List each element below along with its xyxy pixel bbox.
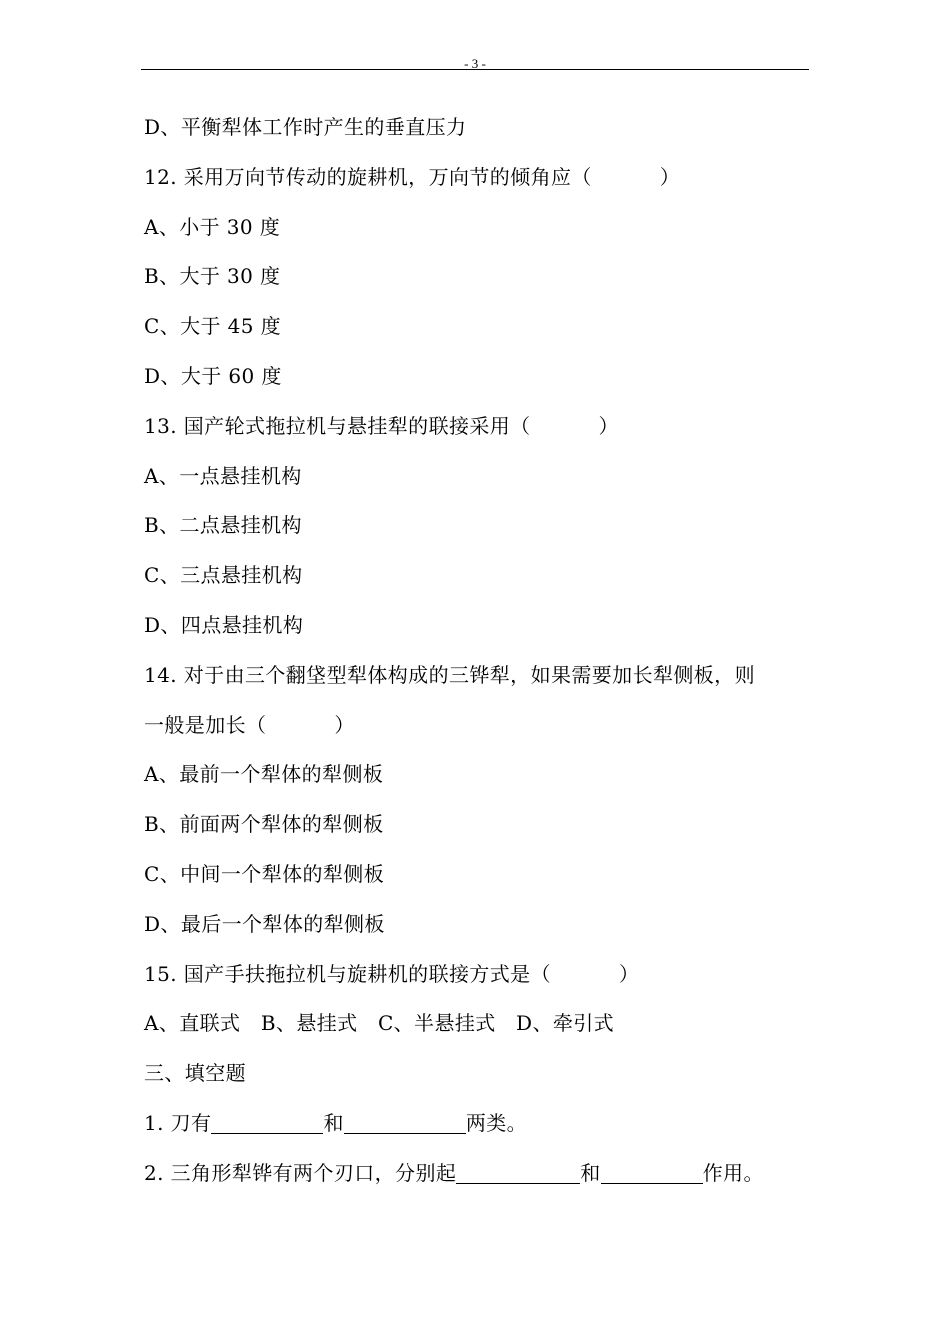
fill-text: 作用。 — [702, 1160, 764, 1185]
answer-blank[interactable] — [456, 1161, 580, 1184]
option-line: A、最前一个犁体的犁侧板 — [144, 762, 384, 787]
answer-blank[interactable] — [344, 1111, 466, 1134]
answer-blank[interactable] — [601, 1161, 703, 1184]
document-body — [144, 103, 824, 1199]
option-line: C、中间一个犁体的犁侧板 — [144, 861, 385, 886]
option-line: D、大于 60 度 — [144, 363, 282, 388]
header-rule — [141, 69, 809, 70]
option-line: A、直联式 B、悬挂式 C、半悬挂式 D、牵引式 — [144, 1011, 615, 1036]
page-number: - 3 - — [464, 56, 486, 71]
section-heading: 三、填空题 — [144, 1061, 246, 1086]
answer-blank[interactable] — [211, 1111, 323, 1134]
question-12: 12. 采用万向节传动的旋耕机，万向节的倾角应（ ） — [144, 164, 681, 189]
fill-text: 2. 三角形犁铧有两个刃口，分别起 — [144, 1160, 457, 1185]
option-line: A、小于 30 度 — [144, 214, 281, 239]
text-line: D、平衡犁体工作时产生的垂直压力 — [144, 115, 467, 139]
option-line: D、四点悬挂机构 — [144, 612, 304, 637]
option-line: B、二点悬挂机构 — [144, 513, 302, 538]
fill-text: 1. 刀有 — [144, 1110, 212, 1135]
fill-question-2 — [144, 1149, 824, 1199]
question-14-cont: 一般是加长（ ） — [144, 712, 355, 737]
question-13: 13. 国产轮式拖拉机与悬挂犁的联接采用（ ） — [144, 413, 619, 438]
fill-text: 和 — [323, 1110, 344, 1135]
question-15: 15. 国产手扶拖拉机与旋耕机的联接方式是（ ） — [144, 961, 640, 986]
fill-text: 和 — [580, 1160, 601, 1185]
option-line: A、一点悬挂机构 — [144, 463, 302, 488]
option-line: D、最后一个犁体的犁侧板 — [144, 911, 385, 936]
fill-question-1 — [144, 1099, 824, 1149]
option-line: C、三点悬挂机构 — [144, 563, 303, 588]
fill-text: 两类。 — [465, 1110, 528, 1135]
option-line: B、前面两个犁体的犁侧板 — [144, 812, 384, 837]
question-14: 14. 对于由三个翻垡型犁体构成的三铧犁，如果需要加长犁侧板，则 — [144, 662, 755, 687]
option-line: C、大于 45 度 — [144, 314, 282, 339]
option-line: B、大于 30 度 — [144, 264, 281, 289]
